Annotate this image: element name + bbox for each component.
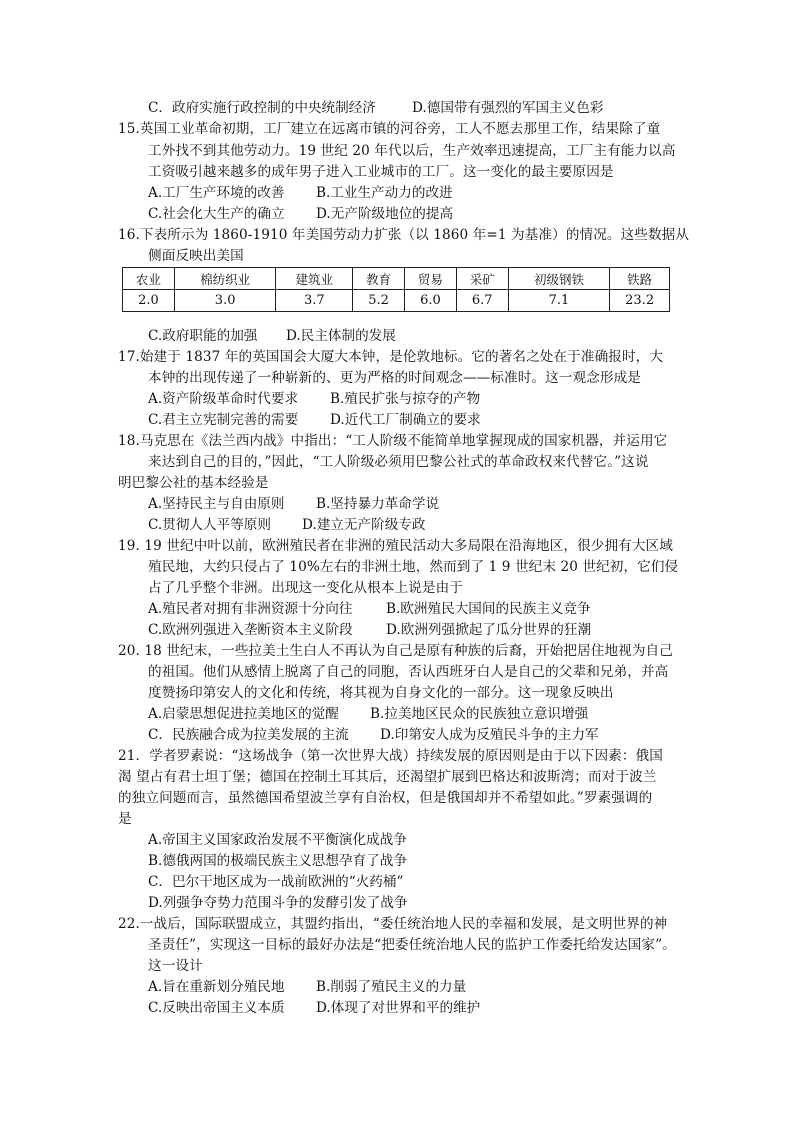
q18-option-d: D.建立无产阶级专政 bbox=[302, 517, 426, 533]
q16-option-d: D.民主体制的发展 bbox=[286, 328, 396, 344]
q22-option-b: B.削弱了殖民主义的力量 bbox=[316, 979, 467, 995]
table-cell: 5.2 bbox=[353, 290, 405, 312]
q15-option-b: B.工业生产动力的改进 bbox=[316, 185, 453, 201]
table-cell: 6.0 bbox=[405, 290, 457, 312]
q16-stem-line2: 侧面反映出美国 bbox=[148, 248, 244, 264]
table-header-cell: 采矿 bbox=[456, 268, 508, 290]
q20-option-d: D.印第安人成为反殖民斗争的主力军 bbox=[380, 727, 599, 743]
q16-stem-line1: 16.下表所示为 1860-1910 年美国劳动力扩张（以 1860 年=1 为基准）的情况。这些数据从 bbox=[118, 227, 690, 243]
q17-option-b: B.殖民扩张与掠夺的产物 bbox=[330, 391, 481, 407]
q17-stem-line2: 本钟的出现传递了一种崭新的、更为严格的时间观念——标准时。这一观念形成是 bbox=[148, 370, 641, 386]
table-header-cell: 农业 bbox=[123, 268, 175, 290]
q15-stem-line1: 15.英国工业革命初期，工厂建立在远离市镇的河谷旁，工人不愿去那里工作，结果除了童 bbox=[118, 121, 661, 137]
q22-stem-line3: 这一设计 bbox=[148, 958, 203, 974]
q18-stem-line1: 18.马克思在《法兰西内战》中指出：“工人阶级不能简单地掌握现成的国家机器，并运用它 bbox=[118, 433, 668, 449]
q20-option-a: A.启蒙思想促进拉美地区的觉醒 bbox=[148, 706, 339, 722]
q21-stem-line1: 21．学者罗素说：“这场战争（第一次世界大战）持续发展的原因则是由于以下因素：俄国 bbox=[118, 748, 663, 764]
q18-option-b: B.坚持暴力革命学说 bbox=[316, 496, 440, 512]
table-cell: 3.0 bbox=[174, 290, 276, 312]
q18-stem-line3: 明巴黎公社的基本经验是 bbox=[118, 475, 269, 491]
q19-stem-line1: 19. 19 世纪中叶以前，欧洲殖民者在非洲的殖民活动大多局限在沿海地区，很少拥有大区域 bbox=[118, 538, 673, 554]
table-header-cell: 铁路 bbox=[610, 268, 670, 290]
q20-option-b: B.拉美地区民众的民族独立意识增强 bbox=[370, 706, 589, 722]
q20-stem-line1: 20. 18 世纪末，一些拉美土生白人不再认为自己是原有种族的后裔，开始把居住地视为自己 bbox=[118, 643, 673, 659]
q21-stem-line2: 渴 望占有君士坦丁堡；德国在控制土耳其后，还渴望扩展到巴格达和波斯湾；而对于波兰 bbox=[118, 769, 657, 785]
q14-option-c: C．政府实施行政控制的中央统制经济 bbox=[148, 100, 376, 116]
q17-option-d: D.近代工厂制确立的要求 bbox=[330, 412, 481, 428]
table-cell: 6.7 bbox=[456, 290, 508, 312]
q20-stem-line2: 的祖国。他们从感情上脱离了自己的同胞，否认西班牙白人是自己的父辈和兄弟，并高 bbox=[148, 664, 669, 680]
table-cell: 23.2 bbox=[610, 290, 670, 312]
q15-option-a: A.工厂生产环境的改善 bbox=[148, 185, 285, 201]
q18-option-c: C.贯彻人人平等原则 bbox=[148, 517, 271, 533]
table-row bbox=[123, 290, 670, 312]
q17-option-a: A.资产阶级革命时代要求 bbox=[148, 391, 299, 407]
q21-option-c: C．巴尔干地区成为一战前欧洲的“火药桶” bbox=[148, 874, 404, 890]
q22-option-a: A.旨在重新划分殖民地 bbox=[148, 979, 285, 995]
q20-stem-line3: 度赞扬印第安人的文化和传统，将其视为自身文化的一部分。这一现象反映出 bbox=[148, 685, 614, 701]
q16-option-c: C.政府职能的加强 bbox=[148, 328, 258, 344]
q22-option-d: D.体现了对世界和平的维护 bbox=[316, 1000, 481, 1016]
q18-option-a: A.坚持民主与自由原则 bbox=[148, 496, 285, 512]
q17-stem-line1: 17.始建于 1837 年的英国国会大厦大本钟，是伦敦地标。它的著名之处在于准确报时，大 bbox=[118, 349, 664, 365]
q15-stem-line3: 工资吸引越来越多的成年男子进入工业城市的工厂。这一变化的最主要原因是 bbox=[148, 164, 614, 180]
q14-option-d: D.德国带有强烈的军国主义色彩 bbox=[412, 100, 604, 116]
table-header-row bbox=[123, 268, 670, 290]
q15-option-c: C.社会化大生产的确立 bbox=[148, 206, 285, 222]
q15-stem-line2: 工外找不到其他劳动力。19 世纪 20 年代以后，生产效率迅速提高，工厂主有能力以高 bbox=[148, 143, 676, 159]
q21-stem-line3: 的独立问题而言，虽然德国希望波兰享有自治权，但是俄国却并不希望如此。”罗素强调的 bbox=[118, 790, 653, 806]
q19-option-c: C.欧洲列强进入垄断资本主义阶段 bbox=[148, 622, 353, 638]
q20-option-c: C．民族融合成为拉美发展的主流 bbox=[148, 727, 349, 743]
q19-stem-line2: 殖民地，大约只侵占了 10%左右的非洲土地，然而到了 1 9 世纪末 20 世纪初，它们侵 bbox=[148, 559, 679, 575]
q19-stem-line3: 占了几乎整个非洲。出现这一变化从根本上说是由于 bbox=[148, 580, 463, 596]
q18-stem-line2: 来达到自己的目的，”因此，“工人阶级必须用巴黎公社式的革命政权来代替它。”这说 bbox=[148, 454, 649, 470]
table-header-cell: 棉纺织业 bbox=[174, 268, 276, 290]
labor-expansion-table bbox=[122, 267, 670, 312]
table-cell: 3.7 bbox=[276, 290, 353, 312]
table-header-cell: 初级钢铁 bbox=[508, 268, 610, 290]
q19-option-b: B.欧洲殖民大国间的民族主义竞争 bbox=[386, 601, 591, 617]
q21-option-a: A.帝国主义国家政治发展不平衡演化成战争 bbox=[148, 832, 407, 848]
q22-option-c: C.反映出帝国主义本质 bbox=[148, 1000, 285, 1016]
q21-option-b: B.德俄两国的极端民族主义思想孕育了战争 bbox=[148, 853, 407, 869]
table-header-cell: 贸易 bbox=[405, 268, 457, 290]
q17-option-c: C.君主立宪制完善的需要 bbox=[148, 412, 299, 428]
q19-option-a: A.殖民者对拥有非洲资源十分向往 bbox=[148, 601, 353, 617]
table-cell: 7.1 bbox=[508, 290, 610, 312]
table-header-cell: 建筑业 bbox=[276, 268, 353, 290]
q22-stem-line1: 22.一战后，国际联盟成立，其盟约指出，“委任统治地人民的幸福和发展，是文明世界的神 bbox=[118, 916, 668, 932]
table-header-cell: 教育 bbox=[353, 268, 405, 290]
q22-stem-line2: 圣责任”，实现这一目标的最好办法是“把委任统治地人民的监护工作委托给发达国家”。 bbox=[148, 937, 676, 953]
table-cell: 2.0 bbox=[123, 290, 175, 312]
q21-option-d: D.列强争夺势力范围斗争的发酵引发了战争 bbox=[148, 895, 408, 911]
q19-option-d: D.欧洲列强掀起了瓜分世界的狂潮 bbox=[386, 622, 592, 638]
q21-stem-line4: 是 bbox=[118, 811, 132, 827]
q15-option-d: D.无产阶级地位的提高 bbox=[316, 206, 454, 222]
